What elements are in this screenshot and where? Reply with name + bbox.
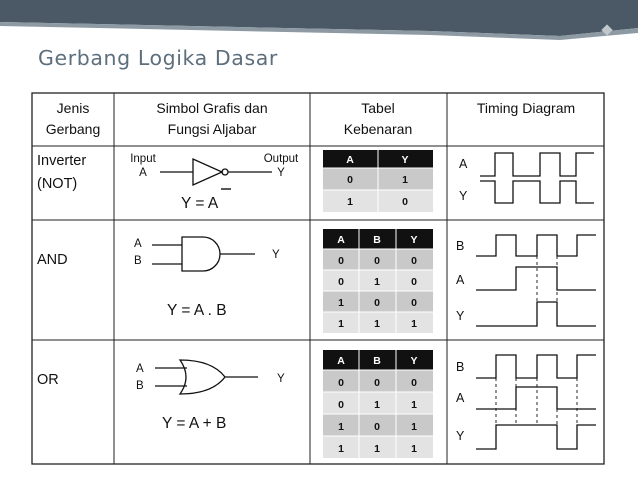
and-tt-r3-a: 1 — [338, 318, 344, 330]
header-col4: Timing Diagram — [476, 100, 576, 116]
not-tt-header-a: A — [346, 154, 354, 166]
or-output-label: Y — [277, 373, 285, 385]
and-input-b-label: B — [134, 255, 142, 267]
not-equation-var: A — [207, 195, 219, 212]
not-input-var: A — [139, 167, 147, 179]
and-gate-icon — [152, 237, 255, 271]
or-tt-r0-y: 0 — [411, 377, 417, 389]
and-tt-header-a: A — [337, 234, 345, 246]
header-col1-line1: Jenis — [56, 100, 90, 116]
and-equation: Y = A . B — [167, 302, 227, 319]
or-timing-waveform-b — [476, 355, 596, 378]
and-tt-r1-y: 0 — [411, 276, 417, 288]
or-input-b-label: B — [136, 380, 144, 392]
not-tt-header-y: Y — [401, 154, 409, 166]
or-input-a-label: A — [136, 363, 144, 375]
and-tt-header-y: Y — [410, 234, 418, 246]
not-timing-waveform-a — [480, 153, 594, 176]
and-input-a-label: A — [134, 238, 142, 250]
not-output-label: Output — [263, 153, 299, 165]
not-input-label: Input — [130, 153, 156, 165]
not-timing-label-y: Y — [459, 189, 468, 203]
and-tt-r1-b: 1 — [374, 276, 380, 288]
or-equation: Y = A + B — [162, 415, 227, 432]
not-gate-icon — [160, 159, 272, 185]
and-timing-label-y: Y — [456, 309, 465, 323]
not-name-line1: Inverter — [37, 153, 87, 169]
not-tt-r1-a: 1 — [347, 196, 353, 208]
and-tt-header-b: B — [373, 234, 381, 246]
or-tt-header-b: B — [373, 355, 381, 367]
and-tt-r3-y: 1 — [411, 318, 417, 330]
and-tt-r0-y: 0 — [411, 255, 417, 267]
and-timing-waveform-a — [476, 267, 596, 290]
not-tt-r0-a: 0 — [347, 174, 353, 186]
or-tt-r3-y: 1 — [411, 443, 417, 455]
and-timing-waveform-b — [476, 235, 596, 256]
or-tt-r1-a: 0 — [338, 399, 344, 411]
and-tt-r3-b: 1 — [374, 318, 380, 330]
or-tt-header-a: A — [337, 355, 345, 367]
and-timing-waveform-y — [476, 302, 596, 326]
not-name-line2: (NOT) — [37, 176, 78, 192]
and-name: AND — [37, 252, 68, 268]
not-equation-prefix: Y = — [181, 195, 208, 212]
and-tt-r0-b: 0 — [374, 255, 380, 267]
not-truth-table — [323, 150, 433, 212]
or-tt-r2-b: 0 — [374, 421, 380, 433]
header-col2-line2: Fungsi Aljabar — [167, 121, 257, 137]
or-tt-r3-a: 1 — [338, 443, 344, 455]
and-output-label: Y — [272, 249, 280, 261]
or-timing-guides — [496, 378, 577, 449]
or-timing-waveform-y — [476, 425, 596, 449]
header-col2-line1: Simbol Grafis dan — [156, 100, 268, 116]
not-tt-r0-y: 1 — [402, 174, 408, 186]
and-timing-guides — [537, 256, 557, 302]
or-timing-label-y: Y — [456, 429, 465, 443]
or-name: OR — [37, 372, 59, 388]
not-timing-waveform-y — [480, 181, 594, 203]
header-col1-line2: Gerbang — [45, 121, 101, 137]
or-gate-icon — [155, 360, 258, 394]
or-tt-r2-y: 1 — [411, 421, 417, 433]
and-tt-r2-y: 0 — [411, 297, 417, 309]
not-timing-label-a: A — [459, 157, 468, 171]
slide-title: Gerbang Logika Dasar — [38, 46, 278, 70]
not-tt-r1-y: 0 — [402, 196, 408, 208]
header-col3-line2: Kebenaran — [343, 121, 413, 137]
and-tt-r1-a: 0 — [338, 276, 344, 288]
or-timing-label-b: B — [456, 360, 465, 374]
or-timing-label-a: A — [456, 391, 465, 405]
table-grid — [32, 93, 604, 464]
or-tt-r3-b: 1 — [374, 443, 380, 455]
header-col3-line1: Tabel — [361, 100, 395, 116]
or-tt-r2-a: 1 — [338, 421, 344, 433]
or-timing-waveform-a — [476, 387, 596, 409]
or-tt-header-y: Y — [410, 355, 418, 367]
or-tt-r0-a: 0 — [338, 377, 344, 389]
and-tt-r2-a: 1 — [338, 297, 344, 309]
or-tt-r0-b: 0 — [374, 377, 380, 389]
or-tt-r1-b: 1 — [374, 399, 380, 411]
and-timing-label-a: A — [456, 273, 465, 287]
and-tt-r2-b: 0 — [374, 297, 380, 309]
not-equation — [181, 195, 219, 212]
and-tt-r0-a: 0 — [338, 255, 344, 267]
and-timing-label-b: B — [456, 239, 465, 253]
or-tt-r1-y: 1 — [411, 399, 417, 411]
not-output-var: Y — [277, 167, 285, 179]
